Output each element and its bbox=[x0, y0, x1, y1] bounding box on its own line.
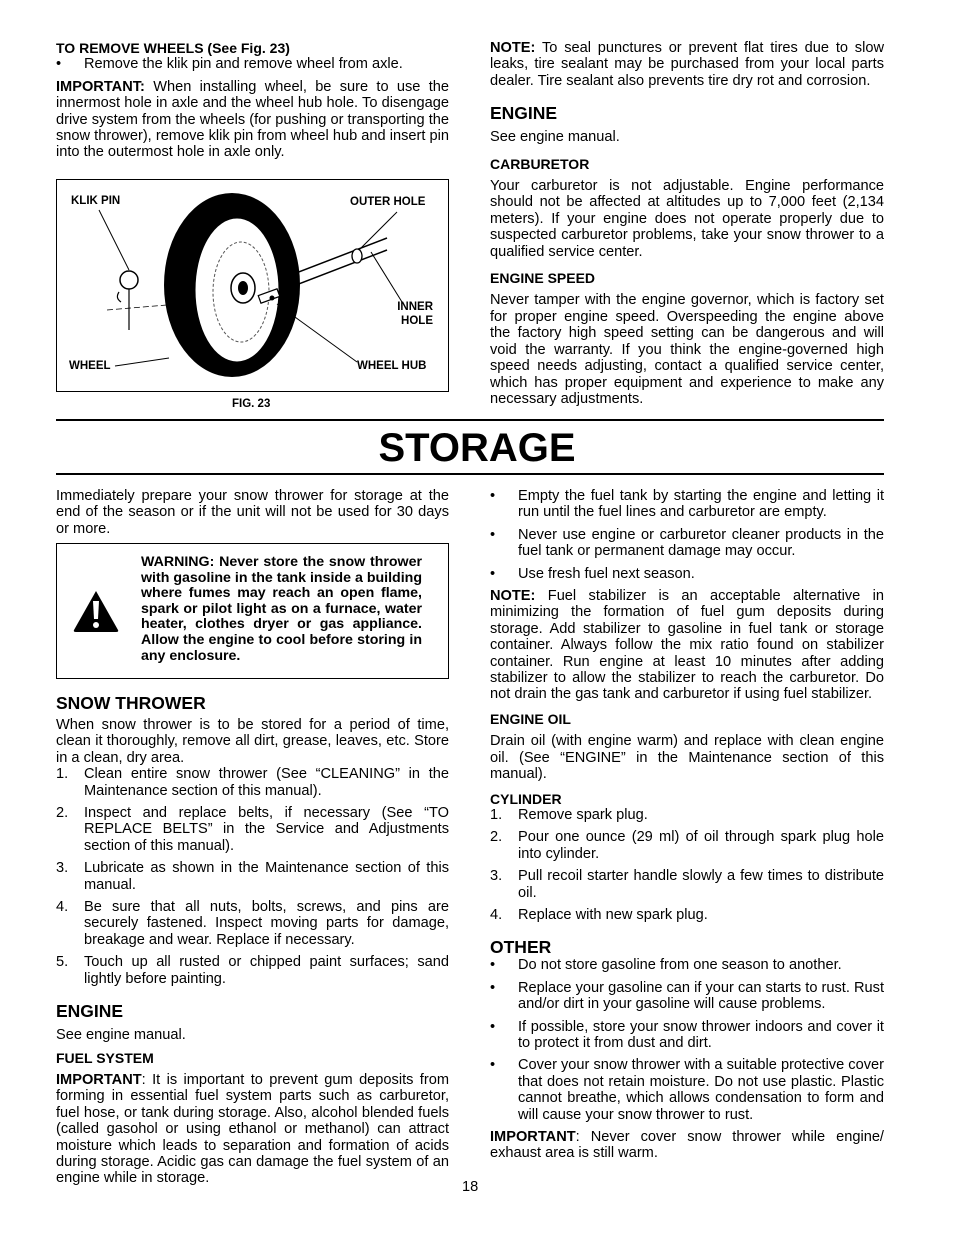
carburetor-text: Your carburetor is not adjustable. Engine performance should not be affected at altitudes up to 7,000 feet (2,134 meters). If your engine does not operate properly due to suspected carburetor problems, take your snow thrower to a qualified service center. bbox=[490, 178, 884, 260]
page-number: 18 bbox=[462, 1179, 479, 1195]
stabilizer-note: NOTE: Fuel stabilizer is an acceptable alternative in minimizing the formation of fuel gum deposits during storage. Add stabilizer to gasoline in fuel tank or storage container. Always follow the mix ratio found on stabilizer container. Run engine at least 10 minutes after adding stabilizer to allow the stabilizer to reach the carburetor. Do not drain the gas tank and carburetor if using fuel stabilizer. bbox=[490, 588, 884, 703]
engine-heading: ENGINE bbox=[490, 103, 558, 124]
warning-box bbox=[56, 543, 449, 679]
list-item: • Use fresh fuel next season. bbox=[490, 565, 695, 582]
engine-oil-heading: ENGINE OIL bbox=[490, 710, 571, 727]
list-item: • Replace your gasoline can if your can starts to rust. Rust and/or dirt in your gasoline will cause problems. bbox=[490, 979, 884, 1013]
engine-oil-text: Drain oil (with engine warm) and replace with clean engine oil. (See “ENGINE” in the Maintenance section of this manual). bbox=[490, 733, 884, 783]
other-bullets bbox=[490, 957, 884, 1123]
engine-text: See engine manual. bbox=[490, 129, 620, 146]
warning-text: WARNING: Never store the snow thrower with gasoline in the tank inside a building where fumes may reach an open flame, spark or pilot light as on a furnace, water heater, clothes dryer or gas appliance. Allow the engine to cool before storing in any enclosure. bbox=[141, 554, 422, 664]
snow-thrower-steps bbox=[56, 766, 449, 987]
list-item: • Empty the fuel tank by starting the engine and letting it run until the fuel lines and carburetor are empty. bbox=[490, 488, 884, 521]
storage-right-column bbox=[490, 488, 884, 1162]
list-item: 1. Remove spark plug. bbox=[490, 806, 648, 823]
label-inner-hole: INNER HOLE bbox=[397, 301, 433, 327]
list-item: 2. Inspect and replace belts, if necessary (See “TO REPLACE BELTS” in the Service and Adjustments section of this manual). bbox=[56, 805, 449, 854]
label-wheel-hub: WHEEL HUB bbox=[357, 360, 427, 372]
list-item: • Do not store gasoline from one season to another. bbox=[490, 957, 842, 974]
engine-speed-text: Never tamper with the engine governor, which is factory set for proper engine speed. Overspeeding the engine above the factory high speed setting can be dangerous and will void the warranty. If you think the engine-governed high speed needs adjusting, contact a qualified service center, which has proper equipment and experience to make any necessary adjustments. bbox=[490, 292, 884, 407]
list-item: 4. Replace with new spark plug. bbox=[490, 906, 708, 923]
engine-heading-2: ENGINE bbox=[56, 1001, 124, 1022]
cylinder-steps bbox=[490, 807, 884, 923]
intro-text: Immediately prepare your snow thrower for storage at the end of the season or if the unit will not be used for 30 days or more. bbox=[56, 488, 449, 537]
list-item: • Never use engine or carburetor cleaner products in the fuel tank or permanent damage may occur. bbox=[490, 526, 884, 560]
fig23-illustration bbox=[56, 179, 449, 392]
list-item: 3. Lubricate as shown in the Maintenance section of this manual. bbox=[56, 860, 449, 893]
snow-thrower-intro: When snow thrower is to be stored for a period of time, clean it thoroughly, remove all dirt, grease, leaves, etc. Store in a clean, dry area. bbox=[56, 717, 449, 766]
snow-thrower-heading: SNOW THROWER bbox=[56, 693, 206, 713]
list-item: • Cover your snow thrower with a suitable protective cover that does not retain moisture. Do not use plastic. Plastic cannot breathe, which allows condensation to form and will cause your snow thrower to rust. bbox=[490, 1057, 884, 1123]
note-paragraph: NOTE: To seal punctures or prevent flat tires due to slow leaks, tire sealant may be purchased from your local parts dealer. Tire sealant also prevents tire dry rot and corrosion. bbox=[490, 40, 885, 89]
label-outer-hole: OUTER HOLE bbox=[350, 196, 426, 208]
list-item: 1. Clean entire snow thrower (See “CLEANING” in the Maintenance section of this manual). bbox=[56, 766, 449, 799]
remove-wheels-section bbox=[56, 40, 449, 161]
list-item: 2. Pour one ounce (29 ml) of oil through spark plug hole into cylinder. bbox=[490, 829, 884, 862]
warning-triangle-icon bbox=[71, 588, 121, 634]
title-rule-top bbox=[56, 419, 884, 421]
title-rule-bottom bbox=[56, 473, 884, 475]
remove-wheels-heading: TO REMOVE WHEELS (See Fig. 23) bbox=[56, 40, 290, 56]
engine-speed-heading: ENGINE SPEED bbox=[490, 270, 596, 287]
page-title: STORAGE bbox=[378, 426, 576, 470]
label-klik-pin: KLIK PIN bbox=[71, 195, 121, 207]
fuel-system-heading: FUEL SYSTEM bbox=[56, 1049, 154, 1066]
list-item: • Remove the klik pin and remove wheel from axle. bbox=[56, 56, 403, 73]
list-item: 3. Pull recoil starter handle slowly a few times to distribute oil. bbox=[490, 868, 884, 901]
remove-wheels-list bbox=[56, 56, 449, 72]
other-heading: OTHER bbox=[490, 937, 552, 958]
list-item: 5. Touch up all rusted or chipped paint surfaces; sand lightly before painting. bbox=[56, 954, 449, 987]
storage-intro bbox=[56, 488, 449, 537]
engine-text-2: See engine manual. bbox=[56, 1027, 186, 1044]
label-wheel: WHEEL bbox=[69, 360, 111, 372]
figure-caption: FIG. 23 bbox=[232, 398, 271, 410]
engine-top-section bbox=[490, 40, 884, 407]
list-item: 4. Be sure that all nuts, bolts, screws, and pins are securely fastened. Inspect moving parts for damage, breakage and wear. Replace if necessary. bbox=[56, 899, 449, 948]
important-paragraph: IMPORTANT: When installing wheel, be sure to use the innermost hole in axle and the wheel hub hole. To disengage drive system from the wheels (for pushing or transporting the snow thrower), remove klik pin from wheel hub and insert pin into the outermost hole in axle only. bbox=[56, 78, 449, 161]
fuel-bullets bbox=[490, 488, 884, 582]
carburetor-heading: CARBURETOR bbox=[490, 155, 590, 172]
snow-thrower-section bbox=[56, 693, 449, 1187]
final-important-paragraph: IMPORTANT: Never cover snow thrower while engine/ exhaust area is still warm. bbox=[490, 1129, 884, 1162]
cylinder-heading: CYLINDER bbox=[490, 790, 562, 807]
list-item: • If possible, store your snow thrower indoors and cover it to protect it from dust and dirt. bbox=[490, 1018, 884, 1051]
fuel-system-text: IMPORTANT: It is important to prevent gum deposits from forming in essential fuel system parts such as carburetor, fuel hose, or tank during storage. Also, alcohol blended fuels (called gasohol or using ethanol or methanol) can attract moisture which leads to separation and formation of acids during storage. Acidic gas can damage the fuel system of an engine while in storage. bbox=[56, 1071, 449, 1187]
